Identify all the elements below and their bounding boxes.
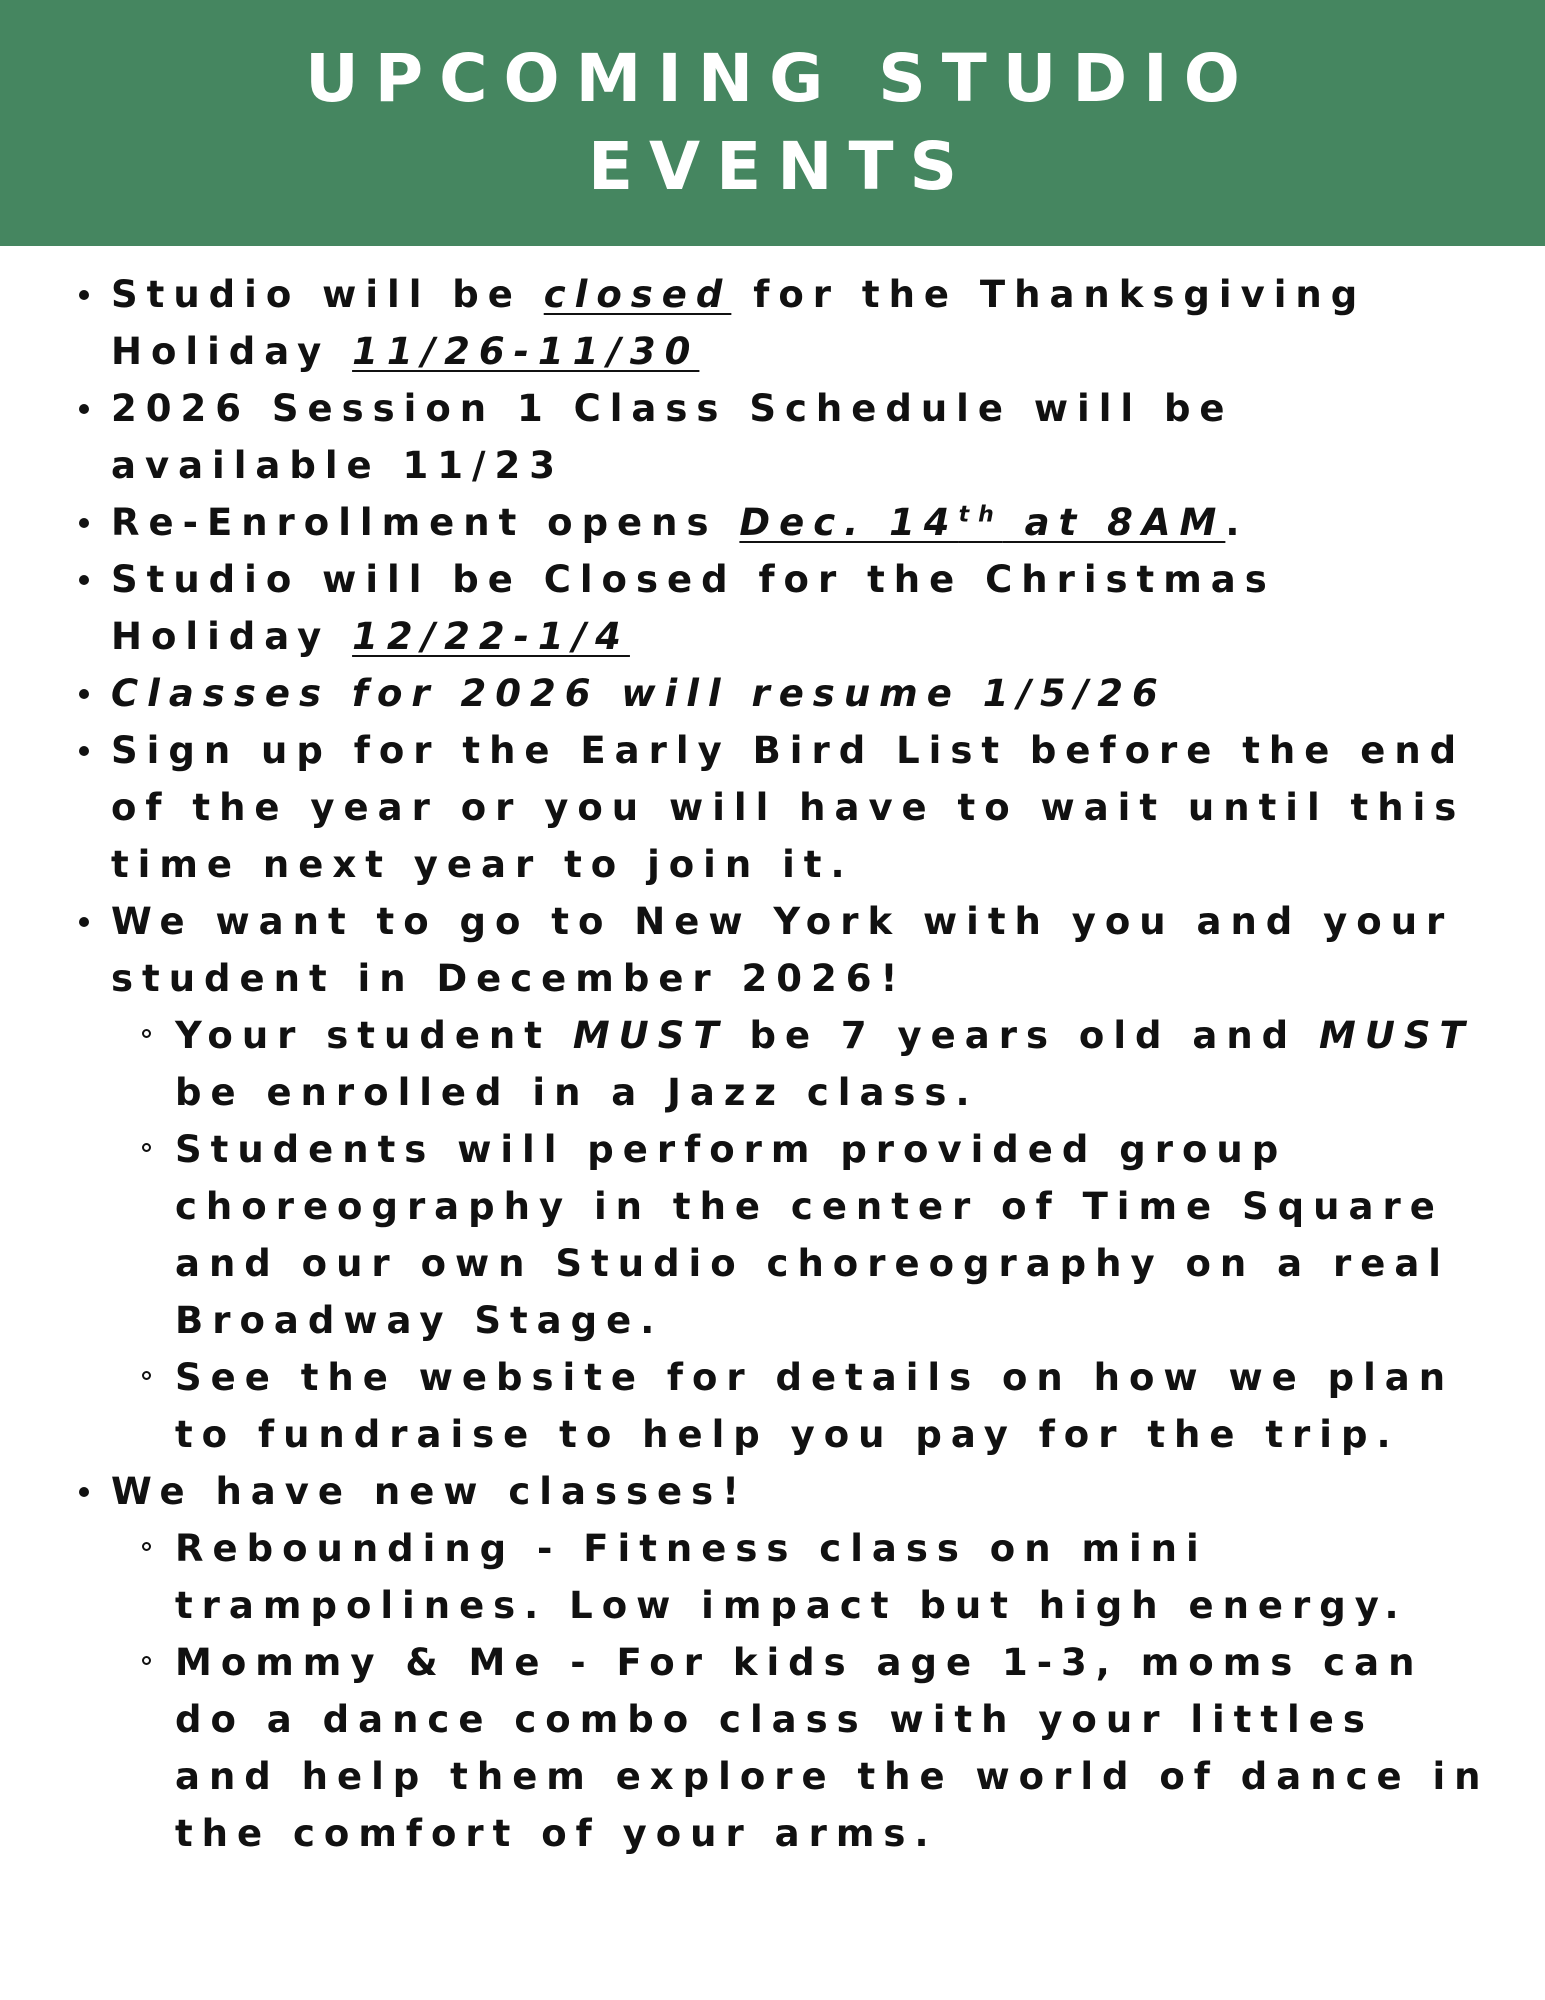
page-header xyxy=(0,0,1545,246)
events-content xyxy=(0,246,1545,1862)
reenrollment-time: at 8AM xyxy=(1002,501,1226,544)
list-item-early-bird xyxy=(111,722,1491,893)
sub-item-performance xyxy=(175,1121,1491,1349)
schedule-text: 2026 Session 1 Class Schedule will be available 11/23 xyxy=(111,387,1234,487)
list-item-schedule xyxy=(111,380,1491,494)
sub-item-rebounding xyxy=(175,1520,1491,1634)
reenrollment-suffix: . xyxy=(1225,501,1249,544)
new-classes-sublist xyxy=(111,1520,1491,1862)
list-item-reenrollment xyxy=(111,494,1491,551)
requirement-part1: Your student xyxy=(175,1014,573,1057)
reenrollment-date xyxy=(739,501,1225,544)
thanksgiving-closed-emphasis: closed xyxy=(543,273,732,316)
resume-text: Classes for 2026 will resume 1/5/26 xyxy=(111,672,1167,715)
thanksgiving-dates: 11/26-11/30 xyxy=(352,330,700,373)
fundraise-text: See the website for details on how we plan to fundraise to help you pay for the trip. xyxy=(175,1356,1455,1456)
requirement-must-2: MUST xyxy=(1319,1014,1474,1057)
christmas-text: Studio will be Closed for the Christmas Holiday xyxy=(111,558,1276,658)
thanksgiving-prefix: Studio will be xyxy=(111,273,544,316)
new-classes-text: We have new classes! xyxy=(111,1470,748,1513)
requirement-must-1: MUST xyxy=(572,1014,728,1057)
sub-item-requirement xyxy=(175,1007,1491,1121)
mommy-me-text: Mommy & Me - For kids age 1-3, moms can do a dance combo class with your littles and help them explore the world of dance in the comfort of your arms. xyxy=(175,1641,1490,1855)
sub-item-fundraise xyxy=(175,1349,1491,1463)
list-item-new-york xyxy=(111,893,1491,1463)
list-item-resume xyxy=(111,665,1491,722)
rebounding-text: Rebounding - Fitness class on mini trampolines. Low impact but high energy. xyxy=(175,1527,1408,1627)
requirement-part2: be 7 years old and xyxy=(727,1014,1320,1057)
early-bird-text: Sign up for the Early Bird List before the end of the year or you will have to wait until this time next year to join it. xyxy=(111,729,1466,886)
sub-item-mommy-me xyxy=(175,1634,1491,1862)
list-item-new-classes xyxy=(111,1463,1491,1862)
thanksgiving-middle: for the Thanksgiving Holiday xyxy=(111,273,1367,373)
page-title-line-1: UPCOMING STUDIO xyxy=(305,40,1256,117)
requirement-part3: be enrolled in a Jazz class. xyxy=(175,1071,979,1114)
events-list xyxy=(0,266,1491,1862)
new-york-text: We want to go to New York with you and your student in December 2026! xyxy=(111,900,1454,1000)
performance-text: Students will perform provided group choreography in the center of Time Square and our own Studio choreography on a real Broadway Stage. xyxy=(175,1128,1450,1342)
reenrollment-ordinal: th xyxy=(958,502,1003,528)
reenrollment-prefix: Re-Enrollment opens xyxy=(111,501,740,544)
new-york-sublist xyxy=(111,1007,1491,1463)
page-title-line-2: EVENTS xyxy=(587,128,974,205)
christmas-dates: 12/22-1/4 xyxy=(352,615,630,658)
list-item-christmas xyxy=(111,551,1491,665)
list-item-thanksgiving xyxy=(111,266,1491,380)
reenrollment-date-text: Dec. 14 xyxy=(739,501,959,544)
